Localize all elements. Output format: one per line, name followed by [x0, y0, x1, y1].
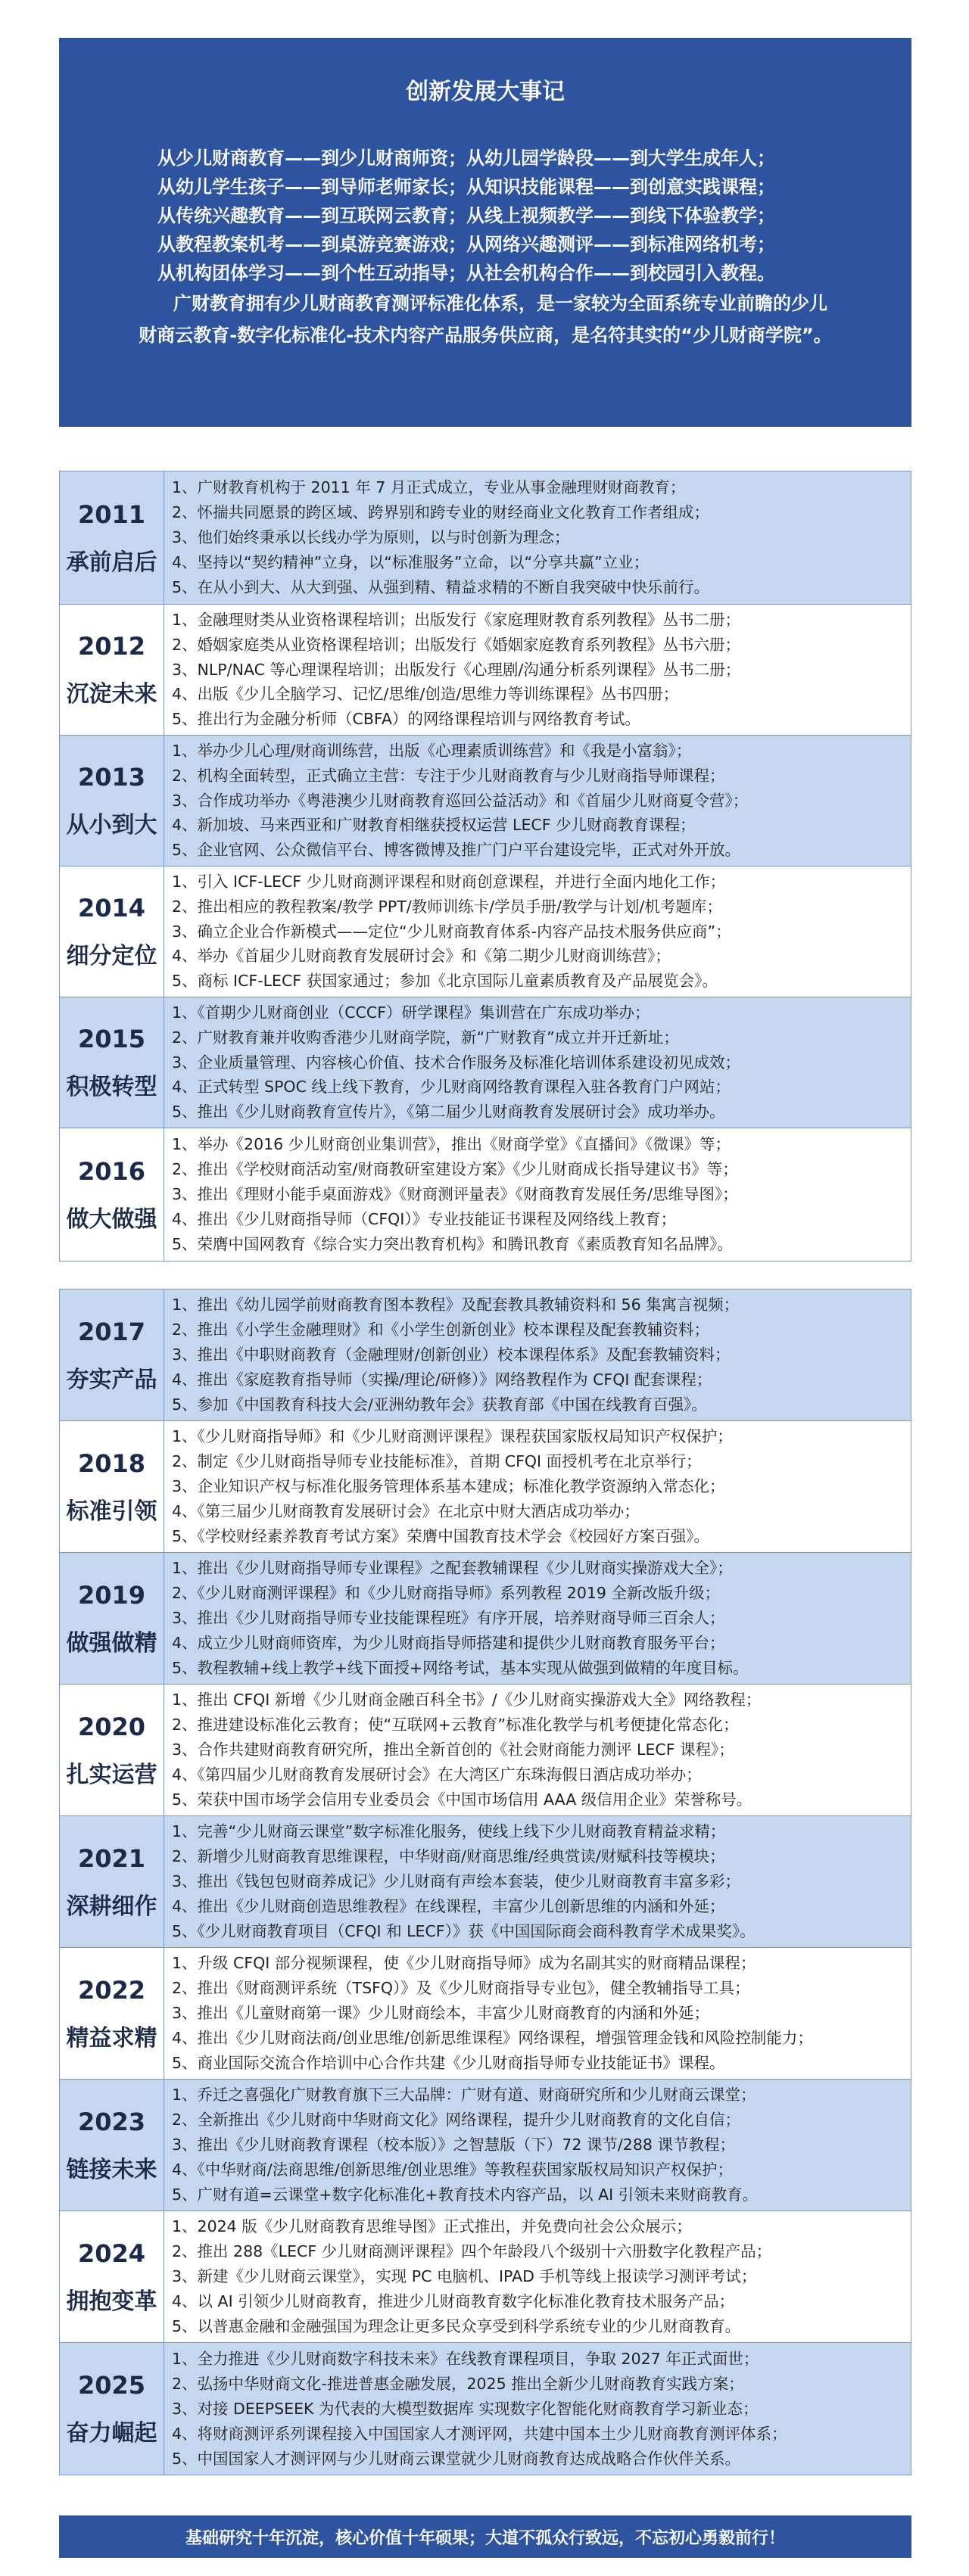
year-cell — [60, 2080, 164, 2210]
timeline-row — [60, 997, 911, 1128]
event-item: 3、推出《钱包包财商养成记》少儿财商有声绘本套装，使少儿财商教育丰富多彩； — [172, 1872, 741, 1890]
event-list — [164, 1421, 911, 1552]
event-item: 2、弘扬中华财商文化-推进普惠金融发展，2025 推出全新少儿财商教育实践方案； — [172, 2374, 744, 2393]
header-line: 从幼儿学生孩子——到导师老师家长；从知识技能课程——到创意实践课程； — [157, 176, 775, 198]
event-item: 1、乔迁之喜强化广财教育旗下三大品牌：广财有道、财商研究所和少儿财商云课堂； — [172, 2086, 756, 2104]
event-item: 2、制定《少儿财商指导师专业技能标准》，首期 CFQI 面授机考在北京举行； — [172, 1452, 702, 1470]
event-list — [164, 2211, 911, 2342]
event-item: 5、商业国际交流合作培训中心合作共建《少儿财商指导师专业技能证书》课程。 — [172, 2054, 725, 2072]
event-item: 1、广财教育机构于 2011 年 7 月正式成立，专业从事金融理财财商教育； — [172, 478, 686, 496]
event-item: 3、推出《少儿财商指导师专业技能课程班》有序开展，培养财商导师三百余人； — [172, 1609, 725, 1627]
timeline-row — [60, 866, 911, 997]
year-cell — [60, 1128, 164, 1261]
event-list — [164, 1948, 911, 2079]
year-cell — [60, 471, 164, 604]
year-cell — [60, 1685, 164, 1815]
event-item: 4、新加坡、马来西亚和广财教育相继获授权运营 LECF 少儿财商教育课程； — [172, 816, 696, 835]
event-item: 3、他们始终秉承以长线办学为原则，以与时创新为理念； — [172, 528, 570, 546]
event-list — [164, 2343, 911, 2475]
event-item: 4、《第四届少儿财商教育发展研讨会》在大湾区广东珠海假日酒店成功举办； — [172, 1766, 702, 1784]
timeline-row — [60, 2211, 911, 2343]
year-number: 2020 — [77, 1712, 146, 1741]
event-item: 4、坚持以“契约精神”立身，以“标准服务”立命，以“分享共赢”立业； — [172, 553, 650, 571]
event-item: 5、教程教辅+线上教学+线下面授+网络考试，基本实现从做强到做精的年度目标。 — [172, 1659, 749, 1677]
event-item: 1、推出《少儿财商指导师专业课程》之配套教辅课程《少儿财商实操游戏大全》； — [172, 1559, 733, 1577]
timeline-row — [60, 605, 911, 736]
event-item: 5、以普惠金融和金融强国为理念让更多民众享受到科学系统专业的少儿财商教育。 — [172, 2317, 741, 2335]
event-item: 1、举办《2016 少儿财商创业集训营》，推出《财商学堂》《直播间》《微课》等； — [172, 1135, 731, 1153]
event-item: 3、确立企业合作新模式——定位“少儿财商教育体系-内容产品技术服务供应商”； — [172, 922, 731, 941]
year-number: 2014 — [77, 894, 146, 922]
event-list — [164, 1685, 911, 1815]
header-line: 从教程教案机考——到桌游竞赛游戏；从网络兴趣测评——到标准网络机考； — [157, 234, 775, 255]
timeline-row — [60, 736, 911, 866]
event-item: 1、全力推进《少儿财商数字科技未来》在线教育课程项目，争取 2027 年正式面世； — [172, 2349, 759, 2368]
timeline-row — [60, 1816, 911, 1948]
event-item: 1、金融理财类从业资格课程培训；出版发行《家庭理财教育系列教程》丛书二册； — [172, 611, 741, 629]
event-item: 2、广财教育兼并收购香港少儿财商学院，新“广财教育”成立并开迁新址； — [172, 1028, 679, 1047]
event-item: 2、推出相应的教程教案/教学 PPT/教师训练卡/学员手册/教学与计划/机考题库； — [172, 897, 722, 916]
event-item: 2、推出《学校财商活动室/财商教研室建设方案》《少儿财商成长指导建议书》等； — [172, 1160, 738, 1178]
event-item: 5、在从小到大、从大到强、从强到精、精益求精的不断自我突破中快乐前行。 — [172, 578, 710, 596]
event-item: 2、怀揣共同愿景的跨区域、跨界别和跨专业的财经商业文化教育工作者组成； — [172, 503, 710, 521]
event-item: 4、将财商测评系列课程接入中国国家人才测评网，共建中国本土少儿财商教育测评体系； — [172, 2424, 787, 2443]
year-number: 2017 — [77, 1317, 146, 1346]
event-item: 4、推出《少儿财商法商/创业思维/创新思维课程》网络课程，增强管理金钱和风险控制能力； — [172, 2029, 813, 2047]
event-item: 1、推出《幼儿园学前财商教育图本教程》及配套教具教辅资料和 56 集寓言视频； — [172, 1296, 740, 1314]
year-cell — [60, 1948, 164, 2079]
event-item: 5、广财有道=云课堂+数字化标准化+教育技术内容产品，以 AI 引领未来财商教育。 — [172, 2186, 759, 2204]
timeline-row — [60, 1290, 911, 1421]
year-title: 奋力崛起 — [66, 2420, 157, 2447]
event-item: 4、出版《少儿全脑学习、记忆/思维/创造/思维力等训练课程》丛书四册； — [172, 685, 679, 704]
year-title: 深耕细作 — [66, 1893, 157, 1920]
event-item: 4、推出《少儿财商指导师（CFQI）》专业技能证书课程及网络线上教育； — [172, 1210, 677, 1228]
year-number: 2018 — [77, 1448, 146, 1478]
event-item: 1、举办少儿心理/财商训练营，出版《心理素质训练营》和《我是小富翁》； — [172, 742, 692, 760]
footer-slogan: 基础研究十年沉淀，核心价值十年硕果；大道不孤众行致远，不忘初心勇毅前行！ — [59, 2515, 911, 2558]
year-cell — [60, 1421, 164, 1552]
event-list — [164, 866, 911, 997]
event-item: 3、合作共建财商教育研究所，推出全新首创的《社会财商能力测评 LECF 课程》； — [172, 1741, 734, 1759]
event-item: 4、《第三届少儿财商教育发展研讨会》在北京中财大酒店成功举办； — [172, 1502, 640, 1520]
event-item: 3、推出《少儿财商教育课程（校本版）》之智慧版（下）72 课节/288 课节教程； — [172, 2136, 735, 2154]
event-item: 3、新建《少儿财商云课堂》，实现 PC 电脑机、IPAD 手机等线上报读学习测评考试； — [172, 2267, 757, 2285]
event-item: 5、《少儿财商教育项目（CFQI 和 LECF）》获《中国国际商会商科教育学术成果奖》。 — [172, 1922, 756, 1940]
event-item: 1、推出 CFQI 新增《少儿财商金融百科全书》/《少儿财商实操游戏大全》网络教程； — [172, 1691, 762, 1709]
year-cell — [60, 605, 164, 735]
year-number: 2012 — [77, 632, 146, 661]
event-item: 5、荣膺中国网教育《综合实力突出教育机构》和腾讯教育《素质教育知名品牌》。 — [172, 1235, 733, 1253]
year-title: 链接未来 — [66, 2156, 157, 2183]
event-item: 4、成立少儿财商师资库，为少儿财商指导师搭建和提供少儿财商教育服务平台； — [172, 1634, 725, 1652]
event-item: 1、《首期少儿财商创业（CCCF）研学课程》集训营在广东成功举办； — [172, 1003, 650, 1022]
year-number: 2019 — [77, 1580, 146, 1610]
year-title: 承前启后 — [66, 549, 157, 576]
event-list — [164, 1128, 911, 1261]
year-number: 2024 — [77, 2238, 146, 2268]
year-cell — [60, 2211, 164, 2342]
year-title: 做强做精 — [66, 1629, 157, 1657]
event-list — [164, 471, 911, 604]
timeline-row — [60, 1553, 911, 1685]
event-item: 4、推出《家庭教育指导师（实操/理论/研修）》网络教程作为 CFQI 配套课程； — [172, 1370, 712, 1389]
event-list — [164, 2080, 911, 2210]
event-item: 4、推出《少儿财商创造思维教程》在线课程，丰富少儿创新思维的内涵和外延； — [172, 1897, 725, 1915]
event-item: 1、升级 CFQI 部分视频课程，使《少儿财商指导师》成为名副其实的财商精品课程； — [172, 1954, 756, 1972]
year-cell — [60, 2343, 164, 2475]
timeline-row — [60, 471, 911, 605]
event-item: 2、全新推出《少儿财商中华财商文化》网络课程，提升少儿财商教育的文化自信； — [172, 2111, 741, 2129]
year-title: 做大做强 — [66, 1206, 157, 1233]
event-item: 3、合作成功举办《粤港澳少儿财商教育巡回公益活动》和《首届少儿财商夏令营》； — [172, 791, 749, 810]
header-summary: 广财教育拥有少儿财商教育测评标准化体系，是一家较为全面系统专业前瞻的少儿 — [173, 293, 827, 314]
timeline-table-2017-2025 — [59, 1289, 911, 2475]
year-title: 标准引领 — [66, 1498, 157, 1525]
year-number: 2022 — [77, 1975, 146, 2005]
event-list — [164, 605, 911, 735]
year-cell — [60, 866, 164, 997]
timeline-row — [60, 1128, 911, 1261]
event-item: 5、荣获中国市场学会信用专业委员会《中国市场信用 AAA 级信用企业》荣誉称号。 — [172, 1790, 752, 1809]
year-title: 沉淀未来 — [66, 681, 157, 708]
event-list — [164, 1816, 911, 1947]
year-title: 拥抱变革 — [66, 2288, 157, 2315]
year-number: 2023 — [77, 2107, 146, 2136]
timeline-row — [60, 1421, 911, 1553]
event-item: 2、婚姻家庭类从业资格课程培训；出版发行《婚姻家庭教育系列教程》丛书六册； — [172, 635, 741, 654]
page-title: 创新发展大事记 — [406, 79, 565, 105]
year-title: 积极转型 — [66, 1074, 157, 1100]
event-item: 2、机构全面转型，正式确立主营：专注于少儿财商教育与少儿财商指导师课程； — [172, 766, 725, 785]
header-line: 从少儿财商教育——到少儿财商师资；从幼儿园学龄段——到大学生成年人； — [157, 148, 775, 169]
event-item: 2、推出《小学生金融理财》和《小学生创新创业》校本课程及配套教辅资料； — [172, 1321, 710, 1339]
event-item: 5、商标 ICF-LECF 获国家通过；参加《北京国际儿童素质教育及产品展览会》。 — [172, 972, 718, 991]
year-number: 2011 — [77, 499, 146, 529]
event-item: 1、完善“少儿财商云课堂”数字标准化服务，使线上线下少儿财商教育精益求精； — [172, 1822, 726, 1840]
year-number: 2016 — [77, 1156, 146, 1186]
year-title: 细分定位 — [66, 943, 157, 969]
event-item: 5、参加《中国教育科技大会/亚洲幼教年会》获教育部《中国在线教育百强》。 — [172, 1395, 707, 1414]
year-title: 精益求精 — [66, 2024, 157, 2052]
header-banner — [59, 38, 911, 427]
year-cell — [60, 736, 164, 866]
header-line: 从传统兴趣教育——到互联网云教育；从线上视频教学——到线下体验教学； — [157, 205, 775, 226]
event-item: 5、推出《少儿财商教育宣传片》，《第二届少儿财商教育发展研讨会》成功举办。 — [172, 1103, 725, 1122]
timeline-row — [60, 1685, 911, 1816]
event-item: 3、企业质量管理、内容核心价值、技术合作服务及标准化培训体系建设初见成效； — [172, 1053, 741, 1072]
event-item: 5、推出行为金融分析师（CBFA）的网络课程培训与网络教育考试。 — [172, 710, 640, 729]
event-item: 3、NLP/NAC 等心理课程培训；出版发行《心理剧/沟通分析系列课程》丛书二册； — [172, 660, 741, 679]
event-list — [164, 1553, 911, 1684]
event-item: 4、《中华财商/法商思维/创新思维/创业思维》等教程获国家版权局知识产权保护； — [172, 2161, 734, 2179]
event-item: 3、对接 DEEPSEEK 为代表的大模型数据库 实现数字化智能化财商教育学习新业态； — [172, 2399, 759, 2418]
header-line: 从机构团体学习——到个性互动指导；从社会机构合作——到校园引入教程。 — [157, 263, 775, 284]
timeline-row — [60, 2343, 911, 2475]
year-title: 从小到大 — [66, 812, 157, 838]
event-item: 5、《学校财经素养教育考试方案》荣膺中国教育技术学会《校园好方案百强》。 — [172, 1527, 710, 1545]
year-title: 扎实运营 — [66, 1761, 157, 1788]
event-item: 2、《少儿财商测评课程》和《少儿财商指导师》系列教程 2019 全新改版升级； — [172, 1584, 720, 1602]
event-item: 3、推出《儿童财商第一课》少儿财商绘本，丰富少儿财商教育的内涵和外延； — [172, 2004, 710, 2022]
year-number: 2021 — [77, 1843, 146, 1873]
event-item: 3、推出《中职财商教育（金融理财/创新创业）校本课程体系》及配套教辅资料； — [172, 1346, 731, 1364]
event-list — [164, 997, 911, 1128]
event-item: 2、推进建设标准化云教育；使“互联网+云教育”标准化教学与机考便捷化常态化； — [172, 1716, 739, 1734]
event-list — [164, 736, 911, 866]
event-item: 2、推出 288《LECF 少儿财商测评课程》四个年龄段八个级别十六册数字化教程产品； — [172, 2242, 772, 2260]
timeline-row — [60, 2080, 911, 2211]
year-number: 2025 — [77, 2371, 146, 2400]
event-item: 4、以 AI 引领少儿财商教育，推进少儿财商教育数字化标准化教育技术服务产品； — [172, 2292, 735, 2310]
event-item: 4、正式转型 SPOC 线上线下教育，少儿财商网络教育课程入驻各教育门户网站； — [172, 1078, 731, 1097]
year-cell — [60, 1290, 164, 1420]
year-number: 2015 — [77, 1025, 146, 1053]
event-item: 1、2024 版《少儿财商教育思维导图》正式推出，并免费向社会公众展示； — [172, 2217, 692, 2235]
event-item: 3、企业知识产权与标准化服务管理体系基本建成；标准化教学资源纳入常态化； — [172, 1477, 725, 1495]
event-item: 2、推出《财商测评系统（TSFQ）》及《少儿财商指导专业包》，健全教辅指导工具； — [172, 1979, 750, 1997]
timeline-table-2011-2016 — [59, 471, 911, 1262]
year-cell — [60, 997, 164, 1128]
event-item: 2、新增少儿财商教育思维课程，中华财商/财商思维/经典赏读/财赋科技等模块； — [172, 1847, 725, 1865]
event-item: 5、中国国家人才测评网与少儿财商云课堂就少儿财商教育达成战略合作伙伴关系。 — [172, 2449, 741, 2468]
event-item: 1、《少儿财商指导师》和《少儿财商测评课程》课程获国家版权局知识产权保护； — [172, 1427, 733, 1445]
year-title: 夯实产品 — [66, 1366, 157, 1393]
event-item: 3、推出《理财小能手桌面游戏》《财商测评量表》《财商教育发展任务/思维导图》； — [172, 1185, 738, 1203]
event-item: 4、举办《首届少儿财商教育发展研讨会》和《第二期少儿财商训练营》； — [172, 947, 671, 966]
year-cell — [60, 1553, 164, 1684]
event-list — [164, 1290, 911, 1420]
year-cell — [60, 1816, 164, 1947]
timeline-row — [60, 1948, 911, 2080]
year-number: 2013 — [77, 763, 146, 792]
event-item: 1、引入 ICF-LECF 少儿财商测评课程和财商创意课程，并进行全面内地化工作； — [172, 873, 726, 891]
header-summary: 财商云教育-数字化标准化-技术内容产品服务供应商，是名符其实的“少儿财商学院”。 — [139, 325, 832, 346]
event-item: 5、企业官网、公众微信平台、博客微博及推广门户平台建设完毕，正式对外开放。 — [172, 841, 741, 860]
